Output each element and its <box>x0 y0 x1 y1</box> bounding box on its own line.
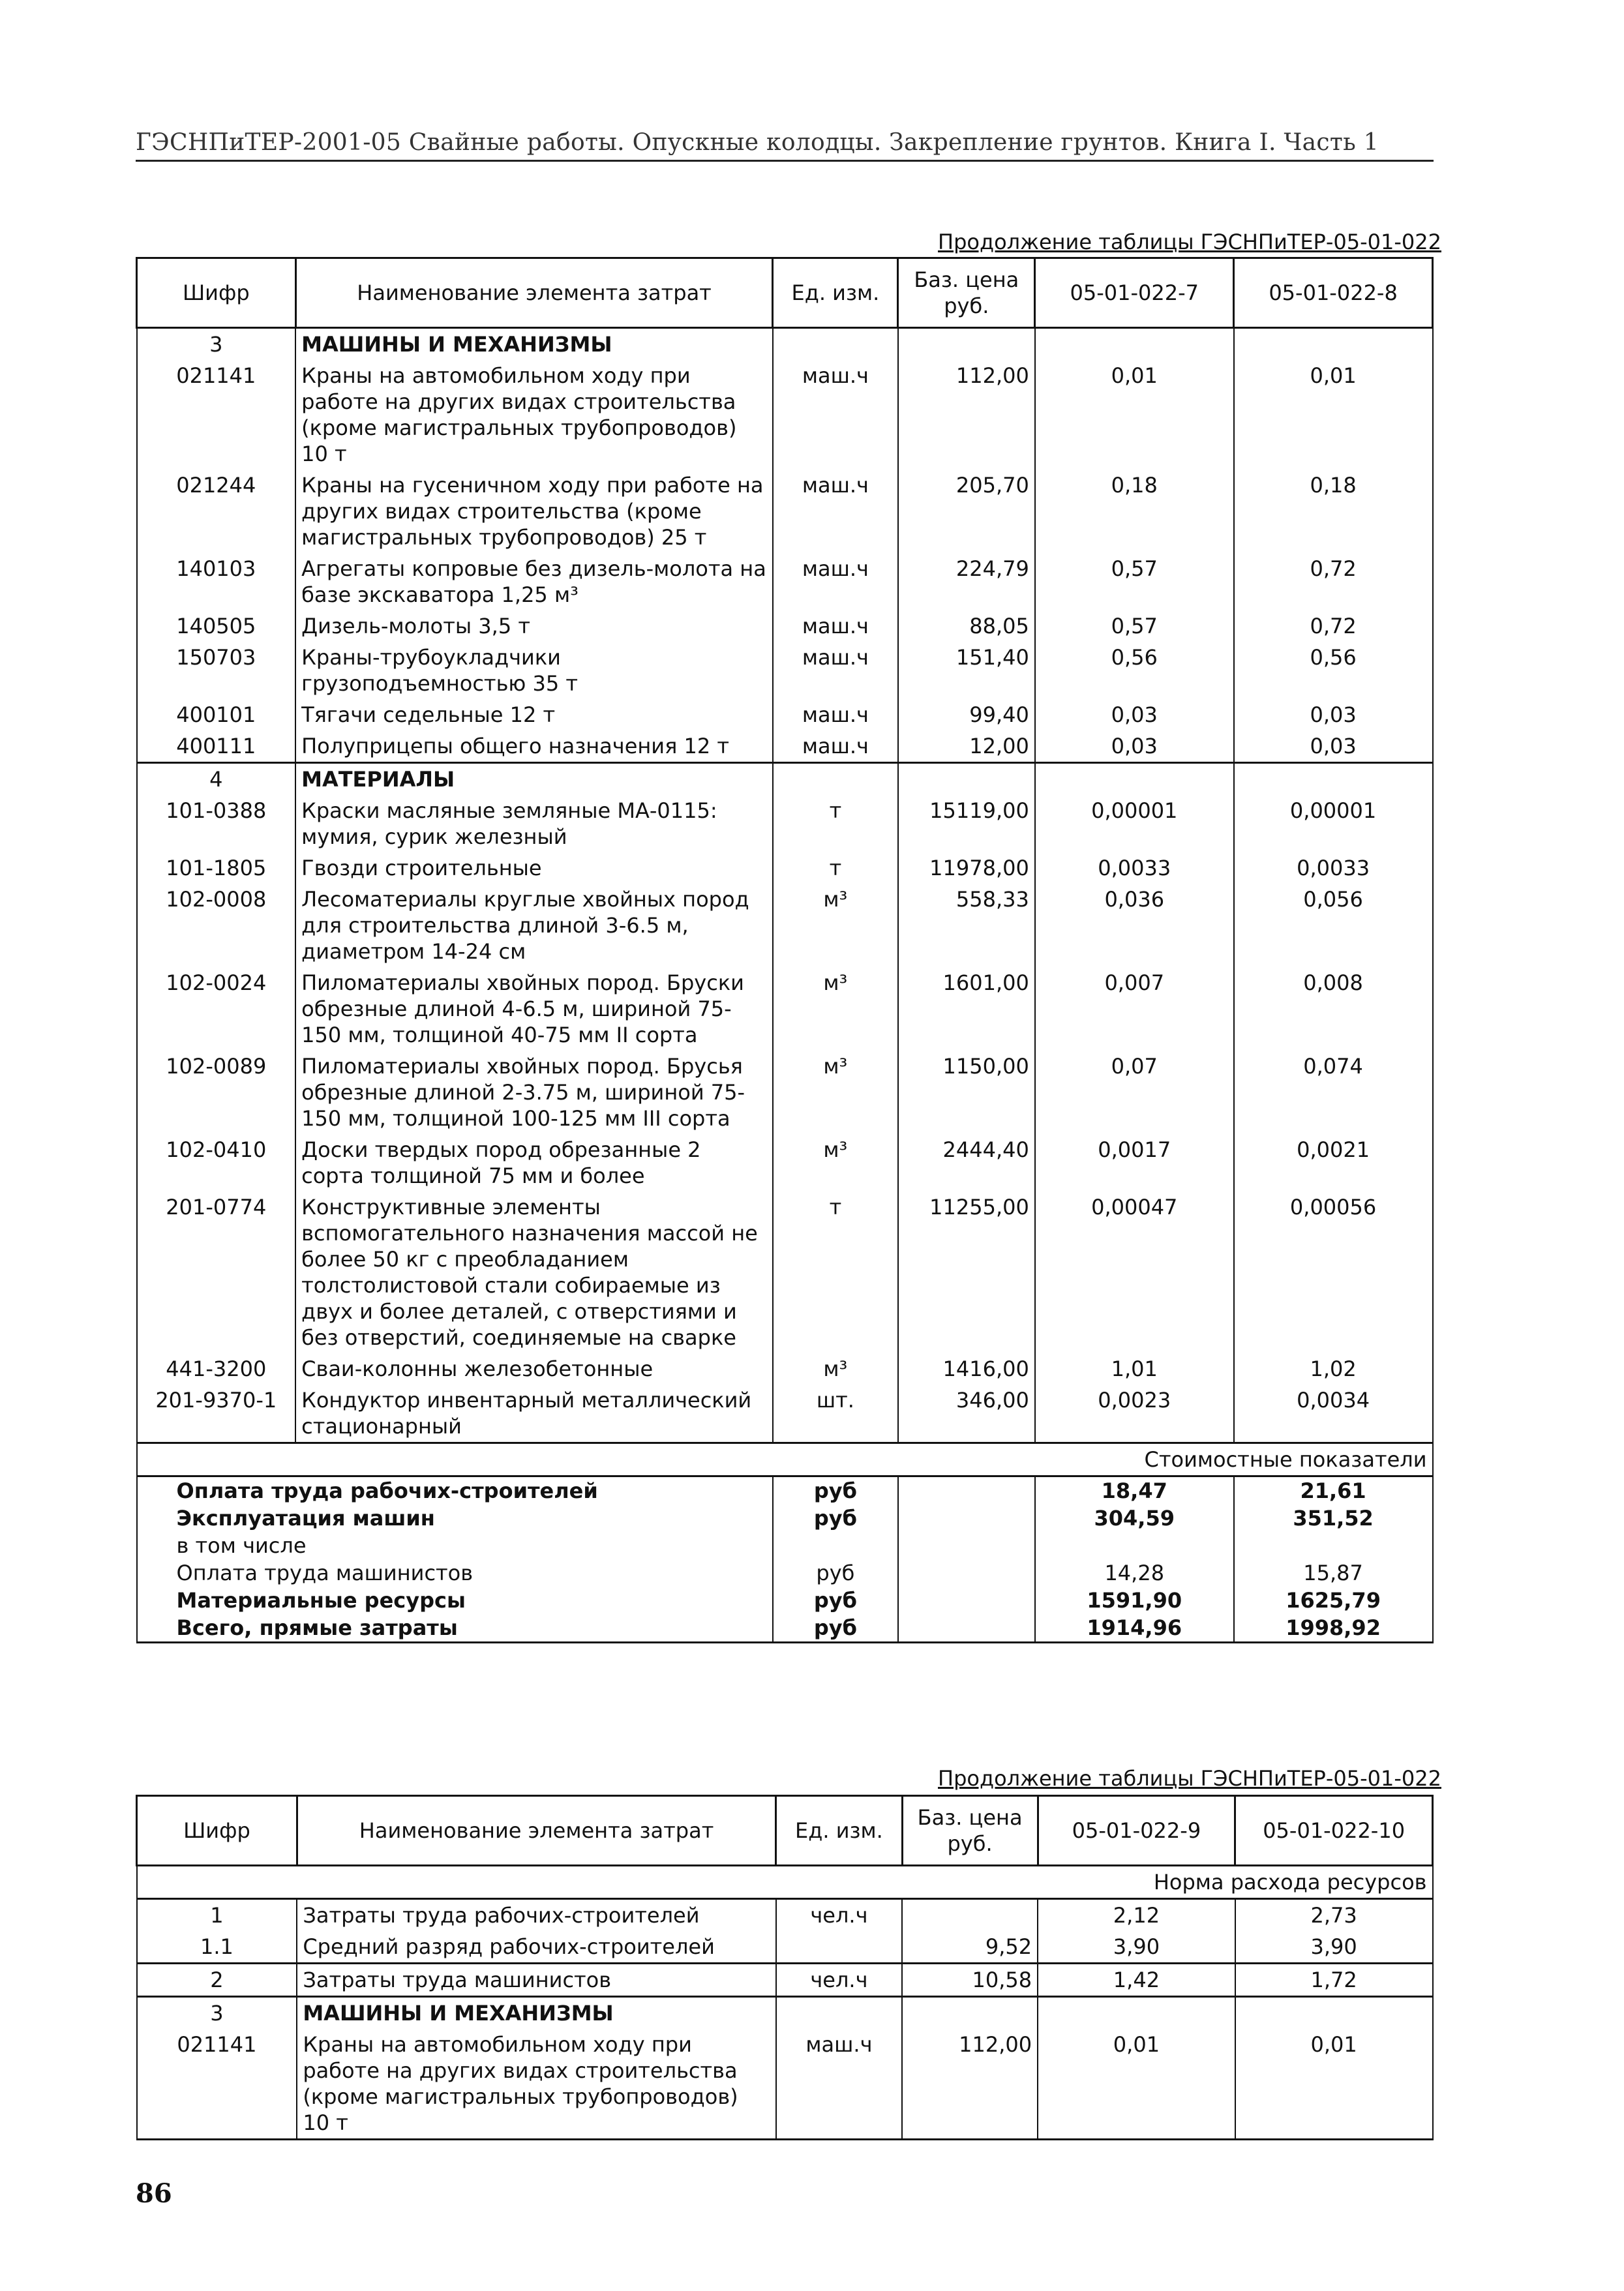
summary-value-2: 1625,79 <box>1234 1587 1433 1614</box>
summary-row <box>137 1614 1433 1643</box>
cell-value-2: 0,074 <box>1234 1051 1433 1134</box>
cell-name: Конструктивные элементы вспомогательного назначения массой не более 50 кг с преобладанием толстолистовой стали собираемые из двух и более деталей, с отверстиями и без отверстий, соединяемые на сварке <box>295 1191 773 1353</box>
cell-code: 021141 <box>137 360 296 470</box>
table1-continuation: Продолжение таблицы ГЭСНПиТЕР-05-01-022 <box>938 230 1441 254</box>
summary-value-1: 18,47 <box>1035 1476 1234 1505</box>
table-row <box>137 884 1433 967</box>
summary-label: в том числе <box>137 1532 773 1559</box>
cell-value-1: 0,03 <box>1035 730 1234 763</box>
summary-unit <box>773 1532 898 1559</box>
cell-value-1: 3,90 <box>1038 1931 1235 1964</box>
cell-value-2 <box>1234 328 1433 361</box>
summary-unit: руб <box>773 1614 898 1643</box>
cell-name: Краски масляные земляные МА-0115: мумия, сурик железный <box>295 795 773 852</box>
col-price: Баз. цена руб. <box>902 1796 1038 1866</box>
cell-name: Краны на автомобильном ходу при работе на других видах строительства (кроме магистральных трубопроводов) 10 т <box>295 360 773 470</box>
summary-value-2 <box>1234 1532 1433 1559</box>
table-row <box>137 763 1433 796</box>
cell-code: 102-0089 <box>137 1051 296 1134</box>
cell-code: 101-0388 <box>137 795 296 852</box>
cell-value-2: 1,02 <box>1234 1353 1433 1385</box>
cell-name: МАШИНЫ И МЕХАНИЗМЫ <box>297 1997 775 2029</box>
page-number: 86 <box>136 2178 172 2209</box>
cell-value-2: 0,00001 <box>1234 795 1433 852</box>
cell-price <box>898 328 1035 361</box>
table-row <box>137 1353 1433 1385</box>
summary-label: Эксплуатация машин <box>137 1505 773 1532</box>
cell-value-1: 1,42 <box>1038 1964 1235 1997</box>
summary-label: Оплата труда рабочих-строителей <box>137 1476 773 1505</box>
cell-name: Кондуктор инвентарный металлический стационарный <box>295 1385 773 1443</box>
cell-value-2: 0,0034 <box>1234 1385 1433 1443</box>
summary-row <box>137 1587 1433 1614</box>
summary-empty <box>898 1614 1035 1643</box>
cell-price: 88,05 <box>898 610 1035 642</box>
cell-unit: м³ <box>773 1051 898 1134</box>
cell-name: Затраты труда рабочих-строителей <box>297 1899 775 1932</box>
cell-code: 400111 <box>137 730 296 763</box>
cell-value-1: 0,0017 <box>1035 1134 1234 1191</box>
cell-value-2: 0,0021 <box>1234 1134 1433 1191</box>
table-row <box>137 1051 1433 1134</box>
summary-value-1: 1914,96 <box>1035 1614 1234 1643</box>
cell-value-2: 0,18 <box>1234 470 1433 553</box>
cell-value-1 <box>1035 763 1234 796</box>
cell-unit: чел.ч <box>776 1899 902 1932</box>
cell-code: 201-9370-1 <box>137 1385 296 1443</box>
table-row <box>137 852 1433 884</box>
cell-price: 558,33 <box>898 884 1035 967</box>
cell-price: 112,00 <box>898 360 1035 470</box>
table1-header-row <box>137 258 1433 328</box>
cell-value-1: 0,007 <box>1035 967 1234 1051</box>
cell-code: 102-0008 <box>137 884 296 967</box>
table-row <box>137 328 1433 361</box>
table-row <box>137 1931 1433 1964</box>
summary-empty <box>898 1476 1035 1505</box>
cell-name: Полуприцепы общего назначения 12 т <box>295 730 773 763</box>
summary-value-2: 15,87 <box>1234 1559 1433 1587</box>
cell-code: 102-0410 <box>137 1134 296 1191</box>
cell-unit: м³ <box>773 1353 898 1385</box>
col-name: Наименование элемента затрат <box>297 1796 775 1866</box>
cell-code: 150703 <box>137 642 296 699</box>
table-row <box>137 2029 1433 2140</box>
cell-code: 1 <box>137 1899 297 1932</box>
cell-value-2: 0,01 <box>1235 2029 1433 2140</box>
cell-value-1: 0,0033 <box>1035 852 1234 884</box>
cell-price: 15119,00 <box>898 795 1035 852</box>
summary-label: Всего, прямые затраты <box>137 1614 773 1643</box>
summary-title: Стоимостные показатели <box>137 1443 1433 1476</box>
cell-code: 102-0024 <box>137 967 296 1051</box>
cell-code: 3 <box>137 1997 297 2029</box>
cell-price: 2444,40 <box>898 1134 1035 1191</box>
cell-value-2: 0,03 <box>1234 699 1433 730</box>
col-norm-10: 05-01-022-10 <box>1235 1796 1433 1866</box>
cell-value-2 <box>1234 763 1433 796</box>
cell-price: 1150,00 <box>898 1051 1035 1134</box>
cell-name: Краны на автомобильном ходу при работе на других видах строительства (кроме магистральных трубопроводов) 10 т <box>297 2029 775 2140</box>
cell-price <box>902 1997 1038 2029</box>
cell-unit: маш.ч <box>773 642 898 699</box>
cell-unit: т <box>773 1191 898 1353</box>
summary-unit: руб <box>773 1476 898 1505</box>
cell-value-1: 0,01 <box>1035 360 1234 470</box>
cell-unit: шт. <box>773 1385 898 1443</box>
cell-value-1: 0,036 <box>1035 884 1234 967</box>
cell-price: 151,40 <box>898 642 1035 699</box>
cell-name: Тягачи седельные 12 т <box>295 699 773 730</box>
cell-unit <box>776 1931 902 1964</box>
cell-unit: маш.ч <box>773 360 898 470</box>
cell-price: 224,79 <box>898 553 1035 610</box>
cell-code: 201-0774 <box>137 1191 296 1353</box>
cell-unit: маш.ч <box>773 610 898 642</box>
cell-price: 1601,00 <box>898 967 1035 1051</box>
col-code: Шифр <box>137 1796 297 1866</box>
cell-value-2: 3,90 <box>1235 1931 1433 1964</box>
summary-unit: руб <box>773 1587 898 1614</box>
table-row <box>137 699 1433 730</box>
section-title-row <box>137 1866 1433 1899</box>
col-price: Баз. цена руб. <box>898 258 1035 328</box>
cell-name: Пиломатериалы хвойных пород. Бруски обрезные длиной 4-6.5 м, шириной 75-150 мм, толщиной 40-75 мм II сорта <box>295 967 773 1051</box>
summary-empty <box>898 1505 1035 1532</box>
summary-row <box>137 1559 1433 1587</box>
summary-value-1: 304,59 <box>1035 1505 1234 1532</box>
summary-value-2: 351,52 <box>1234 1505 1433 1532</box>
cell-value-2: 0,56 <box>1234 642 1433 699</box>
cell-value-1: 0,57 <box>1035 610 1234 642</box>
cell-unit: т <box>773 795 898 852</box>
cell-name: Лесоматериалы круглые хвойных пород для строительства длиной 3-6.5 м, диаметром 14-24 см <box>295 884 773 967</box>
resource-table-2 <box>136 1795 1434 2140</box>
cell-unit: чел.ч <box>776 1964 902 1997</box>
summary-unit: руб <box>773 1559 898 1587</box>
summary-row <box>137 1532 1433 1559</box>
cell-unit: маш.ч <box>773 730 898 763</box>
cell-code: 021244 <box>137 470 296 553</box>
cell-name: МАТЕРИАЛЫ <box>295 763 773 796</box>
cell-value-1: 0,07 <box>1035 1051 1234 1134</box>
cell-value-1: 0,00047 <box>1035 1191 1234 1353</box>
cell-name: Гвозди строительные <box>295 852 773 884</box>
cell-unit: маш.ч <box>773 470 898 553</box>
cell-value-2: 0,056 <box>1234 884 1433 967</box>
summary-value-2: 1998,92 <box>1234 1614 1433 1643</box>
cell-value-1: 2,12 <box>1038 1899 1235 1932</box>
summary-value-1: 1591,90 <box>1035 1587 1234 1614</box>
cell-name: МАШИНЫ И МЕХАНИЗМЫ <box>295 328 773 361</box>
cell-code: 021141 <box>137 2029 297 2140</box>
section-title: Норма расхода ресурсов <box>137 1866 1433 1899</box>
col-norm-8: 05-01-022-8 <box>1234 258 1433 328</box>
cell-price <box>902 1899 1038 1932</box>
cell-price: 11978,00 <box>898 852 1035 884</box>
cell-unit <box>773 328 898 361</box>
col-norm-9: 05-01-022-9 <box>1038 1796 1235 1866</box>
summary-unit: руб <box>773 1505 898 1532</box>
summary-row <box>137 1505 1433 1532</box>
cell-unit: т <box>773 852 898 884</box>
cell-value-2: 2,73 <box>1235 1899 1433 1932</box>
cell-unit <box>773 763 898 796</box>
col-norm-7: 05-01-022-7 <box>1035 258 1234 328</box>
cell-unit: маш.ч <box>773 553 898 610</box>
summary-empty <box>898 1559 1035 1587</box>
cell-name: Затраты труда машинистов <box>297 1964 775 1997</box>
cell-name: Краны на гусеничном ходу при работе на других видах строительства (кроме магистральных трубопроводов) 25 т <box>295 470 773 553</box>
summary-value-1: 14,28 <box>1035 1559 1234 1587</box>
summary-value-2: 21,61 <box>1234 1476 1433 1505</box>
summary-empty <box>898 1587 1035 1614</box>
cell-value-1: 0,56 <box>1035 642 1234 699</box>
col-unit: Ед. изм. <box>776 1796 902 1866</box>
cell-code: 2 <box>137 1964 297 1997</box>
cell-price: 12,00 <box>898 730 1035 763</box>
table-row <box>137 610 1433 642</box>
cell-price: 10,58 <box>902 1964 1038 1997</box>
cell-value-1: 0,00001 <box>1035 795 1234 852</box>
table-row <box>137 642 1433 699</box>
cell-name: Дизель-молоты 3,5 т <box>295 610 773 642</box>
cell-value-1: 1,01 <box>1035 1353 1234 1385</box>
cell-value-2: 0,72 <box>1234 553 1433 610</box>
cell-name: Доски твердых пород обрезанные 2 сорта толщиной 75 мм и более <box>295 1134 773 1191</box>
cell-value-2: 0,72 <box>1234 610 1433 642</box>
summary-row <box>137 1476 1433 1505</box>
cell-code: 140505 <box>137 610 296 642</box>
cell-value-1: 0,0023 <box>1035 1385 1234 1443</box>
cell-value-1 <box>1038 1997 1235 2029</box>
table-row <box>137 795 1433 852</box>
table-row <box>137 360 1433 470</box>
table-row <box>137 1964 1433 1997</box>
col-unit: Ед. изм. <box>773 258 898 328</box>
summary-value-1 <box>1035 1532 1234 1559</box>
cell-code: 400101 <box>137 699 296 730</box>
col-code: Шифр <box>137 258 296 328</box>
cell-value-2: 0,00056 <box>1234 1191 1433 1353</box>
cell-name: Средний разряд рабочих-строителей <box>297 1931 775 1964</box>
cell-value-2 <box>1235 1997 1433 2029</box>
summary-label: Материальные ресурсы <box>137 1587 773 1614</box>
cell-name: Сваи-колонны железобетонные <box>295 1353 773 1385</box>
cell-unit: м³ <box>773 1134 898 1191</box>
table-row <box>137 1191 1433 1353</box>
cell-price: 205,70 <box>898 470 1035 553</box>
table-row <box>137 967 1433 1051</box>
table-row <box>137 1134 1433 1191</box>
cell-code: 441-3200 <box>137 1353 296 1385</box>
cell-value-1: 0,18 <box>1035 470 1234 553</box>
cell-code: 1.1 <box>137 1931 297 1964</box>
cell-unit: маш.ч <box>776 2029 902 2140</box>
table2-header-row <box>137 1796 1433 1866</box>
cell-name: Агрегаты копровые без дизель-молота на базе экскаватора 1,25 м³ <box>295 553 773 610</box>
resource-table-1 <box>136 257 1434 1643</box>
page-header: ГЭСНПиТЕР-2001-05 Свайные работы. Опускные колодцы. Закрепление грунтов. Книга I. Часть 1 <box>136 129 1434 162</box>
table-row <box>137 1997 1433 2029</box>
cell-unit: м³ <box>773 967 898 1051</box>
summary-title-row <box>137 1443 1433 1476</box>
summary-empty <box>898 1532 1035 1559</box>
cell-price: 346,00 <box>898 1385 1035 1443</box>
col-name: Наименование элемента затрат <box>295 258 773 328</box>
cell-name: Краны-трубоукладчики грузоподъемностью 35 т <box>295 642 773 699</box>
cell-price: 1416,00 <box>898 1353 1035 1385</box>
table-row <box>137 730 1433 763</box>
cell-code: 101-1805 <box>137 852 296 884</box>
cell-price: 99,40 <box>898 699 1035 730</box>
cell-unit: м³ <box>773 884 898 967</box>
cell-code: 140103 <box>137 553 296 610</box>
cell-value-1: 0,01 <box>1038 2029 1235 2140</box>
cell-value-2: 0,01 <box>1234 360 1433 470</box>
cell-value-1 <box>1035 328 1234 361</box>
table-row <box>137 553 1433 610</box>
summary-label: Оплата труда машинистов <box>137 1559 773 1587</box>
cell-value-2: 0,0033 <box>1234 852 1433 884</box>
cell-unit: маш.ч <box>773 699 898 730</box>
table-row <box>137 470 1433 553</box>
cell-value-1: 0,03 <box>1035 699 1234 730</box>
cell-price <box>898 763 1035 796</box>
table2-continuation: Продолжение таблицы ГЭСНПиТЕР-05-01-022 <box>938 1766 1441 1791</box>
cell-value-2: 0,008 <box>1234 967 1433 1051</box>
cell-name: Пиломатериалы хвойных пород. Брусья обрезные длиной 2-3.75 м, шириной 75-150 мм, толщиной 100-125 мм III сорта <box>295 1051 773 1134</box>
cell-code: 3 <box>137 328 296 361</box>
table-row <box>137 1899 1433 1932</box>
cell-code: 4 <box>137 763 296 796</box>
cell-price: 112,00 <box>902 2029 1038 2140</box>
table-row <box>137 1385 1433 1443</box>
cell-price: 9,52 <box>902 1931 1038 1964</box>
cell-value-2: 1,72 <box>1235 1964 1433 1997</box>
cell-value-1: 0,57 <box>1035 553 1234 610</box>
cell-unit <box>776 1997 902 2029</box>
cell-value-2: 0,03 <box>1234 730 1433 763</box>
cell-price: 11255,00 <box>898 1191 1035 1353</box>
